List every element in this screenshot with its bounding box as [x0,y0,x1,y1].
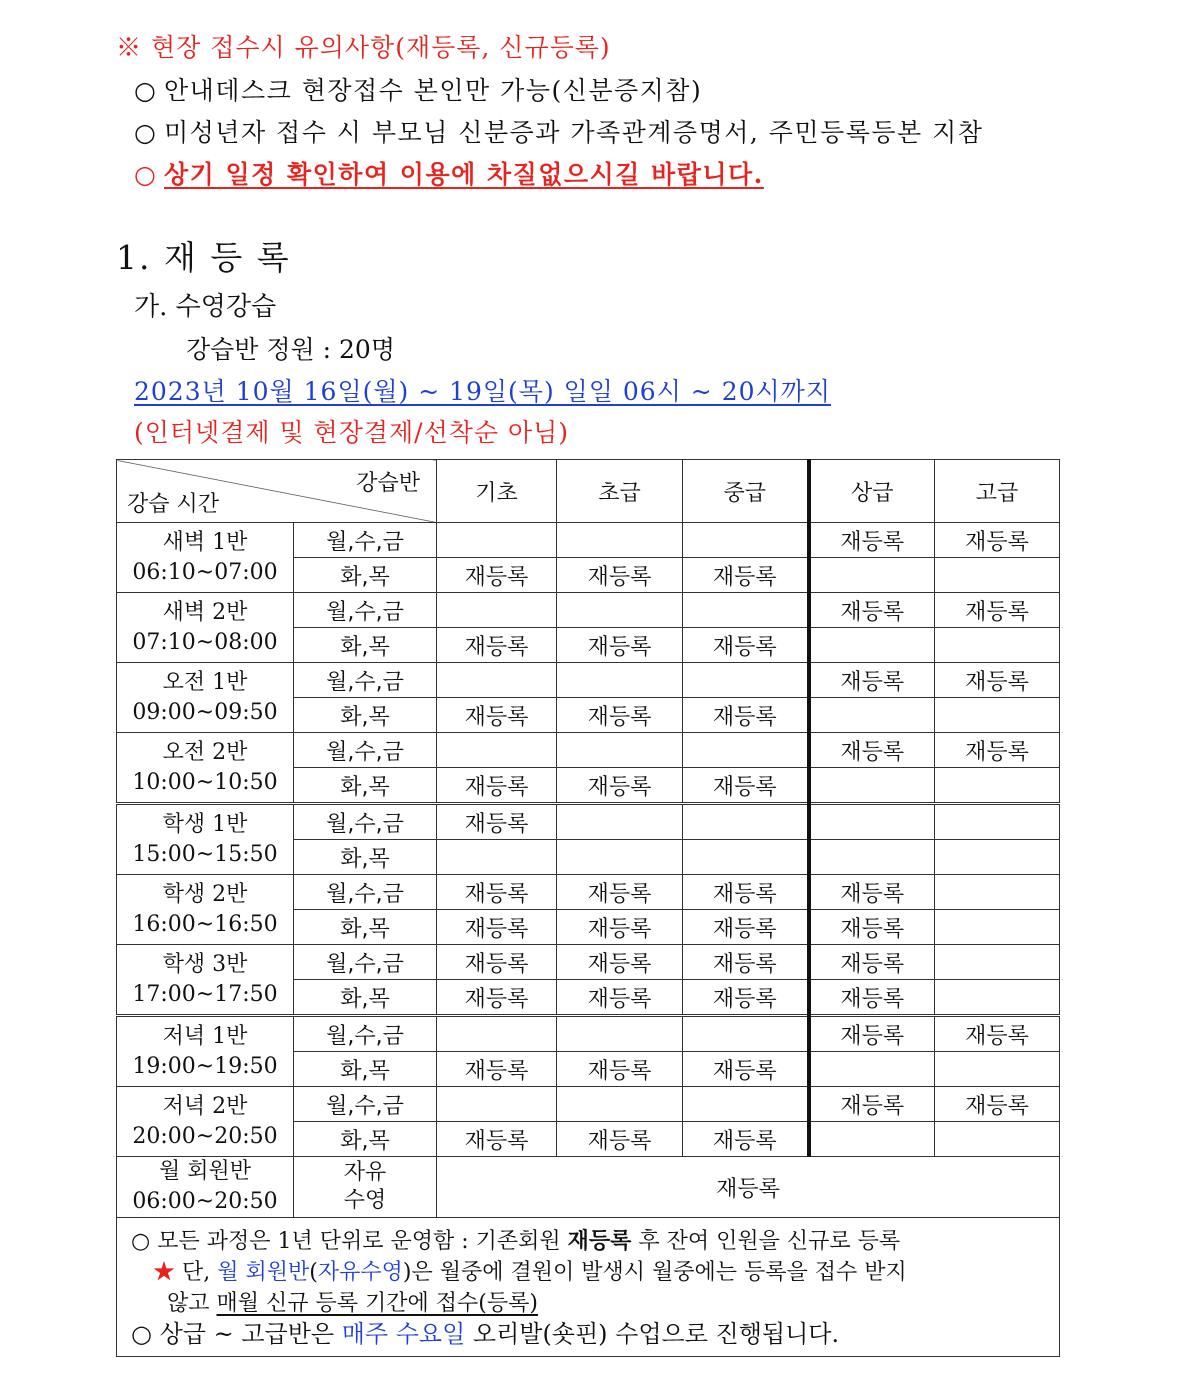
note-line-2: ★ 단, 월 회원반(자유수영)은 월중에 결원이 발생시 월중에는 등록을 접수 받지 [153,1260,907,1285]
diagonal-header-cell [117,460,437,523]
class-slot-time: 09:00~09:50 [132,699,278,725]
class-slot-cell [117,1016,294,1087]
registration-cell: 재등록 [557,1122,683,1157]
registration-cell [557,804,683,840]
registration-cell [683,523,809,558]
registration-cell: 재등록 [683,628,809,663]
class-slot-name: 학생 3반 [162,951,248,977]
bullet-icon: ○ [131,1229,151,1254]
header-level: 상급 [809,460,935,523]
class-slot-name: 학생 1반 [162,811,248,837]
schedule-table [116,459,1060,1357]
registration-cell [809,628,935,663]
note-line-3: 않고 매월 신규 등록 기간에 접수(등록) [167,1291,538,1316]
class-slot-name: 저녁 1반 [162,1023,248,1049]
days-cell: 자유 수영 [294,1157,437,1218]
class-slot-time: 16:00~16:50 [132,911,278,937]
notice-item-2: ○ 미성년자 접수 시 부모님 신분증과 가족관계증명서, 주민등록등본 지참 [134,118,984,147]
registration-cell: 재등록 [809,945,935,980]
registration-cell [557,1016,683,1052]
registration-cell: 재등록 [809,1087,935,1122]
registration-cell [935,698,1060,733]
registration-cell [935,768,1060,804]
days-cell: 월,수,금 [294,804,437,840]
registration-period: 2023년 10월 16일(월) ~ 19일(목) 일일 06시 ~ 20시까지 [134,377,831,406]
bullet-icon: ○ [131,1320,152,1348]
class-slot-cell [117,1087,294,1157]
registration-cell [683,1087,809,1122]
class-slot-name: 새벽 1반 [162,529,248,555]
registration-cell [683,804,809,840]
days-cell: 화,목 [294,980,437,1016]
registration-cell [557,663,683,698]
header-time-label: 강습 시간 [127,492,220,517]
class-slot-cell [117,593,294,663]
registration-cell: 재등록 [437,980,557,1016]
registration-cell [683,733,809,768]
table-row [117,663,1060,698]
registration-cell [935,628,1060,663]
registration-cell: 재등록 [935,523,1060,558]
note-line-1: ○ 모든 과정은 1년 단위로 운영함 : 기존회원 재등록 후 잔여 인원을 신규로 등록 [131,1228,901,1254]
class-slot-cell [117,523,294,593]
days-cell: 화,목 [294,768,437,804]
table-row [117,733,1060,768]
registration-cell: 재등록 [683,1052,809,1087]
days-cell: 화,목 [294,1122,437,1157]
registration-cell: 재등록 [557,1052,683,1087]
registration-cell: 재등록 [437,1122,557,1157]
registration-cell [809,804,935,840]
class-slot-time: 07:10~08:00 [132,629,278,655]
registration-cell: 재등록 [557,768,683,804]
monthly-member-row [117,1157,1060,1218]
registration-cell [935,875,1060,910]
table-row [117,945,1060,980]
registration-cell: 재등록 [437,910,557,945]
registration-cell [935,910,1060,945]
registration-cell: 재등록 [935,663,1060,698]
registration-cell: 재등록 [935,1087,1060,1122]
class-slot-time: 15:00~15:50 [132,841,278,867]
registration-cell: 재등록 [557,910,683,945]
registration-cell [683,593,809,628]
class-slot-cell [117,804,294,875]
class-slot-time: 06:10~07:00 [132,559,278,585]
registration-cell: 재등록 [935,593,1060,628]
table-row [117,1087,1060,1122]
registration-cell [437,523,557,558]
registration-cell: 재등록 [809,663,935,698]
days-cell: 월,수,금 [294,593,437,628]
table-row [117,875,1060,910]
registration-cell [935,980,1060,1016]
class-slot-name: 오전 1반 [162,669,248,695]
bullet-icon: ○ [134,118,158,147]
table-row [117,593,1060,628]
section-subtitle: 가. 수영강습 [134,292,277,322]
note-line-4: ○ 상급 ~ 고급반은 매주 수요일 오리발(숏핀) 수업으로 진행됩니다. [131,1320,840,1348]
registration-cell: 재등록 [809,523,935,558]
registration-cell [935,1122,1060,1157]
registration-cell [683,840,809,875]
table-row [117,523,1060,558]
notice-item-3: ○ 상기 일정 확인하여 이용에 차질없으시길 바랍니다. [134,160,764,189]
registration-cell: 재등록 [809,980,935,1016]
class-slot-name: 저녁 2반 [162,1093,248,1119]
class-slot-name: 학생 2반 [162,881,248,907]
class-slot-cell [117,663,294,733]
registration-cell: 재등록 [683,945,809,980]
bullet-icon: ○ [134,76,158,105]
registration-cell: 재등록 [437,768,557,804]
registration-cell: 재등록 [557,558,683,593]
section-title: 1. 재 등 록 [116,238,291,277]
monthly-registration-cell: 재등록 [437,1157,1060,1218]
registration-cell [935,945,1060,980]
registration-cell: 재등록 [935,1016,1060,1052]
class-slot-name: 월 회원반 [158,1159,251,1184]
class-slot-time: 19:00~19:50 [132,1053,278,1079]
days-cell: 화,목 [294,1052,437,1087]
table-row [117,804,1060,840]
registration-cell: 재등록 [557,945,683,980]
class-slot-cell [117,733,294,804]
registration-cell: 재등록 [935,733,1060,768]
registration-cell [557,733,683,768]
payment-note: (인터넷결제 및 현장결제/선착순 아님) [134,418,570,447]
notes-cell [117,1218,1060,1357]
notice-item-1: ○ 안내데스크 현장접수 본인만 가능(신분증지참) [134,76,703,105]
registration-cell: 재등록 [437,945,557,980]
registration-cell: 재등록 [437,875,557,910]
days-cell: 월,수,금 [294,1016,437,1052]
days-cell: 화,목 [294,628,437,663]
registration-cell: 재등록 [557,875,683,910]
registration-cell: 재등록 [809,875,935,910]
registration-cell: 재등록 [437,558,557,593]
registration-cell: 재등록 [683,980,809,1016]
table-row [117,1016,1060,1052]
class-slot-name: 새벽 2반 [162,599,248,625]
registration-cell [557,593,683,628]
class-slot-cell [117,1157,294,1218]
registration-cell [935,840,1060,875]
days-cell: 월,수,금 [294,1087,437,1122]
registration-cell: 재등록 [683,910,809,945]
registration-cell: 재등록 [683,768,809,804]
days-cell: 월,수,금 [294,875,437,910]
registration-cell [437,593,557,628]
registration-cell: 재등록 [809,910,935,945]
registration-cell: 재등록 [809,1016,935,1052]
registration-cell [683,1016,809,1052]
registration-cell: 재등록 [809,733,935,768]
registration-cell [557,1087,683,1122]
days-cell: 월,수,금 [294,733,437,768]
registration-cell: 재등록 [683,558,809,593]
notice-title: ※ 현장 접수시 유의사항(재등록, 신규등록) [116,33,611,62]
class-capacity: 강습반 정원 : 20명 [186,335,395,364]
header-level: 초급 [557,460,683,523]
registration-cell [809,1052,935,1087]
registration-cell [437,663,557,698]
days-cell: 화,목 [294,910,437,945]
header-level: 고급 [935,460,1060,523]
days-cell: 화,목 [294,558,437,593]
registration-cell [437,733,557,768]
class-slot-time: 10:00~10:50 [132,769,278,795]
registration-cell [683,663,809,698]
class-slot-time: 06:00~20:50 [132,1189,278,1214]
table-header-row [117,460,1060,523]
registration-cell: 재등록 [557,698,683,733]
notes-row [117,1218,1060,1357]
class-slot-name: 오전 2반 [162,739,248,765]
class-slot-time: 20:00~20:50 [132,1123,278,1149]
registration-cell [437,840,557,875]
registration-cell [809,698,935,733]
header-level: 중급 [683,460,809,523]
registration-cell [437,1087,557,1122]
days-cell: 월,수,금 [294,523,437,558]
registration-cell: 재등록 [437,698,557,733]
registration-cell: 재등록 [683,1122,809,1157]
registration-cell: 재등록 [683,698,809,733]
days-cell: 화,목 [294,840,437,875]
registration-cell [809,840,935,875]
registration-cell: 재등록 [557,980,683,1016]
registration-cell [935,558,1060,593]
header-level: 기초 [437,460,557,523]
registration-cell [557,840,683,875]
bullet-icon: ○ [134,160,158,189]
registration-cell: 재등록 [683,875,809,910]
registration-cell [809,768,935,804]
registration-cell [809,558,935,593]
days-cell: 월,수,금 [294,945,437,980]
registration-cell [935,1052,1060,1087]
registration-cell: 재등록 [437,628,557,663]
days-cell: 화,목 [294,698,437,733]
registration-cell [557,523,683,558]
star-icon: ★ [153,1260,176,1285]
class-slot-cell [117,875,294,945]
class-slot-time: 17:00~17:50 [132,981,278,1007]
registration-cell [935,804,1060,840]
days-cell: 월,수,금 [294,663,437,698]
registration-cell: 재등록 [437,804,557,840]
class-slot-cell [117,945,294,1016]
registration-cell: 재등록 [557,628,683,663]
header-class-label: 강습반 [356,471,420,496]
registration-cell [809,1122,935,1157]
registration-cell: 재등록 [809,593,935,628]
registration-cell [437,1016,557,1052]
registration-cell: 재등록 [437,1052,557,1087]
